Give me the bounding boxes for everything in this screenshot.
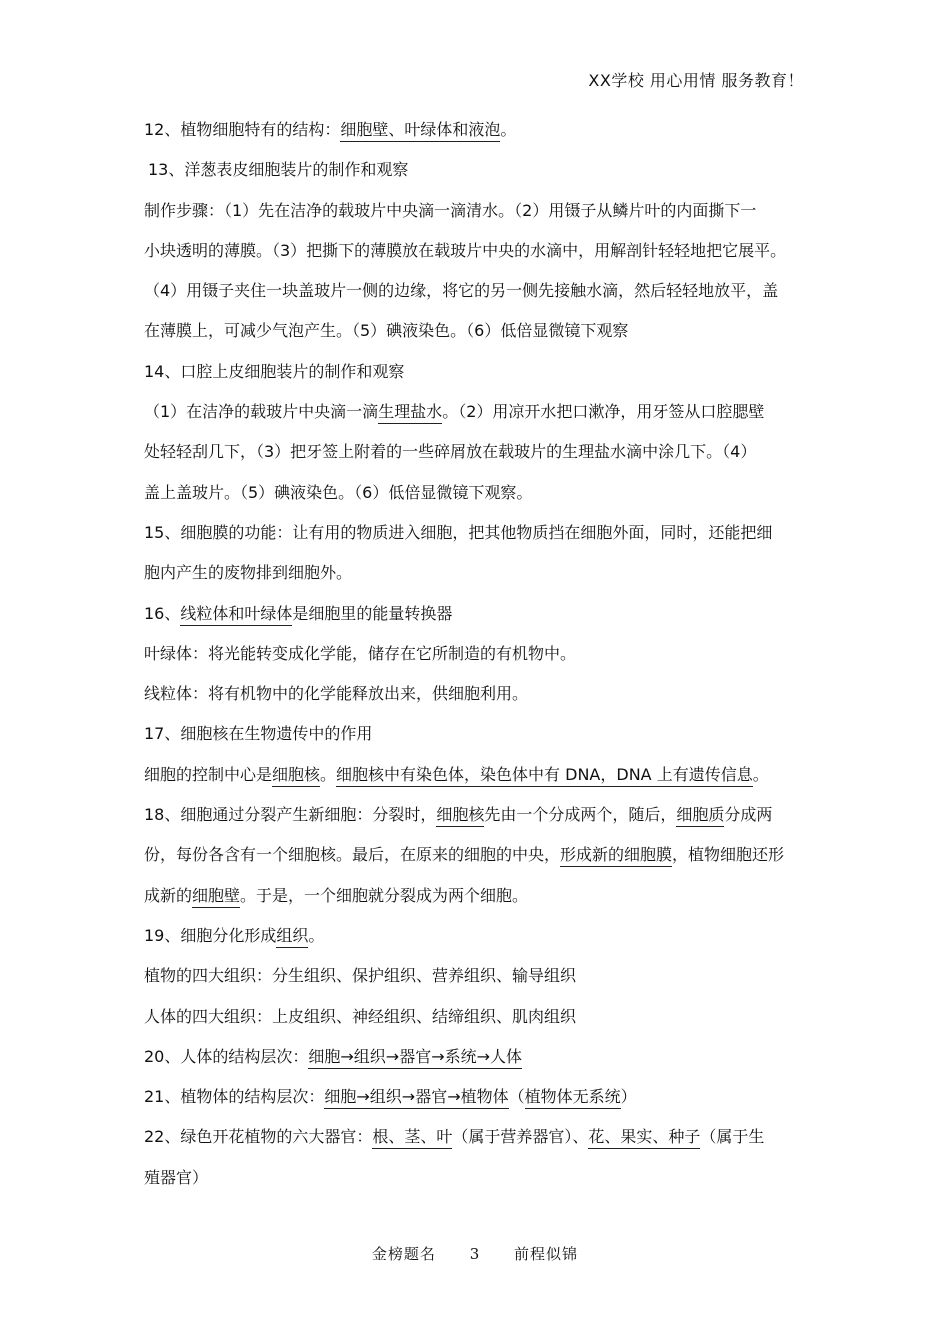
underlined-text: 形成新的细胞膜 (560, 845, 672, 867)
text-segment: 。 (320, 764, 337, 784)
text-segment: 15、细胞膜的功能：让有用的物质进入细胞，把其他物质挡在细胞外面，同时，还能把细 (144, 522, 773, 542)
text-segment: ） (620, 1087, 637, 1107)
text-segment: 人体的四大组织：上皮组织、神经组织、结缔组织、肌肉组织 (144, 1006, 577, 1026)
text-line (144, 473, 810, 513)
underlined-text: 生理盐水 (378, 402, 442, 424)
text-segment: 20、人体的结构层次： (144, 1046, 309, 1066)
text-line (144, 956, 810, 996)
text-segment: 分成两 (724, 805, 773, 825)
text-segment: （4）用镊子夹住一块盖玻片一侧的边缘，将它的另一侧先接触水滴，然后轻轻地放平，盖 (144, 281, 779, 301)
underlined-text: 细胞壁 (192, 886, 240, 908)
text-segment: 在薄膜上，可减少气泡产生。（5）碘液染色。（6）低倍显微镜下观察 (144, 321, 629, 341)
text-line (144, 231, 810, 271)
text-segment: （1）在洁净的载玻片中央滴一滴 (144, 402, 379, 422)
text-line (144, 432, 810, 472)
text-segment: 成新的 (144, 885, 193, 905)
text-segment: 18、细胞通过分裂产生新细胞：分裂时， (144, 805, 437, 825)
text-segment: （ (508, 1087, 525, 1107)
underlined-text: 根、茎、叶 (372, 1127, 452, 1149)
text-line (144, 714, 810, 754)
underlined-text: 细胞核 (272, 765, 320, 787)
text-segment: 线粒体：将有机物中的化学能释放出来，供细胞利用。 (144, 684, 529, 704)
text-segment: 植物的四大组织：分生组织、保护组织、营养组织、输导组织 (144, 966, 577, 986)
underlined-text: 细胞核中有染色体，染色体中有 DNA，DNA 上有遗传信息 (336, 765, 753, 787)
text-line (144, 755, 810, 795)
text-segment: 胞内产生的废物排到细胞外。 (144, 563, 353, 583)
underlined-text: 花、果实、种子 (588, 1127, 700, 1149)
underlined-text: 组织 (276, 926, 308, 948)
text-segment: 16、 (144, 603, 181, 623)
text-line (144, 110, 810, 150)
footer-left-text: 金榜题名 (371, 1245, 436, 1263)
text-line (144, 876, 810, 916)
underlined-text: 植物体无系统 (525, 1087, 621, 1109)
text-line (144, 916, 810, 956)
page-header: XX学校 用心用情 服务教育！ (588, 71, 804, 90)
text-segment: 19、细胞分化形成 (144, 925, 277, 945)
footer-right-text: 前程似锦 (514, 1245, 579, 1263)
text-segment: 22、绿色开花植物的六大器官： (144, 1127, 373, 1147)
text-line (144, 594, 810, 634)
text-segment: 。 (500, 120, 517, 139)
text-segment: 细胞的控制中心是 (144, 764, 273, 784)
text-segment: 21、植物体的结构层次： (144, 1087, 325, 1107)
text-line (144, 513, 810, 553)
text-segment: 小块透明的薄膜。（3）把撕下的薄膜放在载玻片中央的水滴中，用解剖针轻轻地把它展平。 (144, 240, 787, 260)
text-line (144, 191, 810, 231)
text-line (144, 392, 810, 432)
text-line (144, 352, 810, 392)
text-segment: 叶绿体：将光能转变成化学能，储存在它所制造的有机物中。 (144, 643, 577, 663)
text-line (144, 150, 810, 190)
text-line (144, 553, 810, 593)
text-segment: 先由一个分成两个，随后， (484, 805, 677, 825)
underlined-text: 细胞核 (436, 805, 484, 827)
text-line (144, 311, 810, 351)
underlined-text: 细胞质 (676, 805, 724, 827)
document-body (144, 110, 810, 1198)
text-segment: 殖器官） (144, 1167, 209, 1187)
text-segment: 盖上盖玻片。（5）碘液染色。（6）低倍显微镜下观察。 (144, 482, 533, 502)
text-line (144, 674, 810, 714)
text-segment: 份，每份各含有一个细胞核。最后，在原来的细胞的中央， (144, 845, 561, 865)
text-segment: 是细胞里的能量转换器 (292, 603, 453, 623)
text-segment: 17、细胞核在生物遗传中的作用 (144, 724, 373, 744)
text-segment: 。 (752, 764, 769, 784)
underlined-text: 细胞壁、叶绿体和液泡 (340, 120, 500, 142)
page-number: 3 (469, 1245, 481, 1263)
text-line (144, 997, 810, 1037)
text-segment: 14、口腔上皮细胞装片的制作和观察 (144, 361, 405, 381)
text-line (144, 1037, 810, 1077)
text-line (144, 795, 810, 835)
text-segment: 。 (308, 925, 325, 945)
text-segment: ，植物细胞还形 (672, 845, 785, 865)
text-line (144, 835, 810, 875)
text-segment: 12、植物细胞特有的结构： (144, 120, 341, 139)
text-line (144, 634, 810, 674)
text-segment: （属于生 (700, 1127, 765, 1147)
text-line (144, 1158, 810, 1198)
text-segment: 处轻轻刮几下，（3）把牙签上附着的一些碎屑放在载玻片的生理盐水滴中涂几下。（4） (144, 442, 757, 462)
text-segment: 。（2）用凉开水把口漱净，用牙签从口腔腮壁 (442, 402, 765, 422)
underlined-text: 细胞→组织→器官→系统→人体 (308, 1047, 522, 1069)
text-segment: （属于营养器官）、 (452, 1127, 589, 1147)
underlined-text: 线粒体和叶绿体 (180, 604, 292, 626)
text-segment: 制作步骤：（1）先在洁净的载玻片中央滴一滴清水。（2）用镊子从鳞片叶的内面撕下一 (144, 200, 757, 220)
page-footer (0, 1243, 950, 1264)
text-segment: 13、洋葱表皮细胞装片的制作和观察 (148, 160, 409, 180)
text-line (144, 271, 810, 311)
underlined-text: 细胞→组织→器官→植物体 (324, 1087, 508, 1109)
text-segment: 。于是，一个细胞就分裂成为两个细胞。 (240, 885, 529, 905)
text-line (144, 1117, 810, 1157)
text-line (144, 1077, 810, 1117)
